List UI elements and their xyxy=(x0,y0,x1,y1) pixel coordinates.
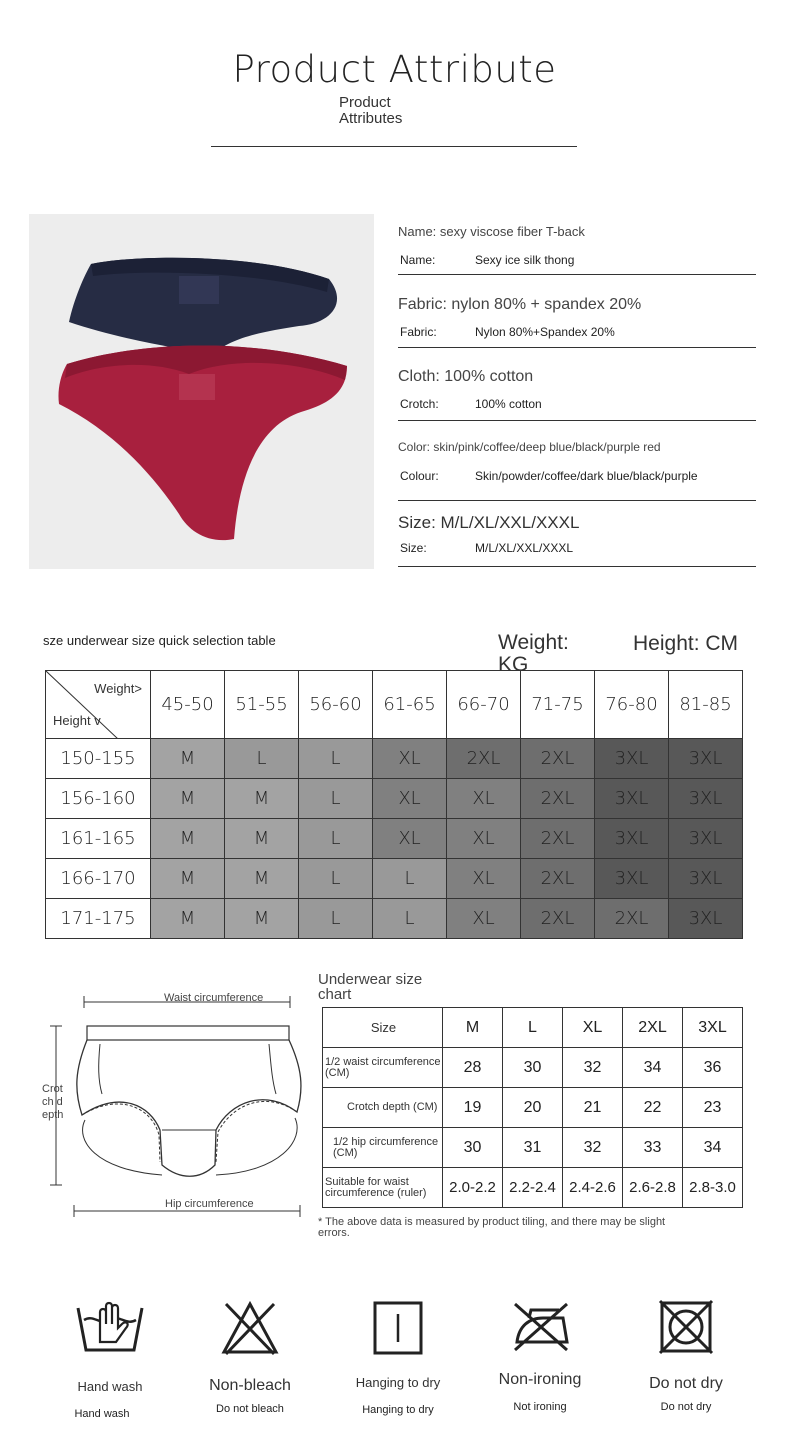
attr-crotch-value: 100% cotton xyxy=(475,397,542,411)
size-cell: M xyxy=(225,859,299,899)
size-chart-table xyxy=(322,1007,743,1208)
weight-col-header: 45-50 xyxy=(151,671,225,739)
size-cell: M xyxy=(225,819,299,859)
height-row-header: 156-160 xyxy=(46,779,151,819)
care-label: Hand wash xyxy=(77,1379,143,1394)
attr-divider xyxy=(398,566,756,567)
weight-col-header: 71-75 xyxy=(521,671,595,739)
measurement-diagram xyxy=(40,990,310,1220)
size-cell: M xyxy=(151,819,225,859)
size-cell: XL xyxy=(447,779,521,819)
size-cell: M xyxy=(151,779,225,819)
weight-col-header: 61-65 xyxy=(373,671,447,739)
size-cell: M xyxy=(151,859,225,899)
size-cell: L xyxy=(299,779,373,819)
height-row-header: 171-175 xyxy=(46,899,151,939)
size-cell: 2XL xyxy=(521,739,595,779)
quick-table-header-row xyxy=(46,671,743,739)
page-subtitle: Product Attributes xyxy=(339,94,403,127)
measure-value: 2.6-2.8 xyxy=(623,1168,683,1208)
attr-color-key: Colour: xyxy=(400,469,439,483)
care-label: Non-ironing xyxy=(498,1371,582,1388)
weight-col-header: 51-55 xyxy=(225,671,299,739)
table-row xyxy=(46,739,743,779)
table-row xyxy=(323,1048,743,1088)
table-row xyxy=(46,899,743,939)
size-cell: M xyxy=(151,739,225,779)
size-cell: 2XL xyxy=(521,899,595,939)
size-cell: L xyxy=(373,899,447,939)
height-row-header: 166-170 xyxy=(46,859,151,899)
attr-divider xyxy=(398,274,756,275)
hip-label: Hip circumference xyxy=(165,1198,254,1210)
size-cell: L xyxy=(225,739,299,779)
size-cell: 3XL xyxy=(595,859,669,899)
care-label: Non-bleach xyxy=(209,1377,291,1394)
attr-divider xyxy=(398,420,756,421)
measure-value: 33 xyxy=(623,1128,683,1168)
title-divider xyxy=(211,146,577,147)
size-cell: M xyxy=(225,899,299,939)
size-cell: 3XL xyxy=(595,739,669,779)
product-photo xyxy=(29,214,374,569)
size-col-header: 2XL xyxy=(623,1008,683,1048)
attr-name-en: Name: sexy viscose fiber T-back xyxy=(398,224,585,239)
size-header-label: Size xyxy=(323,1008,443,1048)
weight-col-header: 76-80 xyxy=(595,671,669,739)
care-item-do-not-dry xyxy=(621,1298,751,1413)
weight-col-header: 66-70 xyxy=(447,671,521,739)
size-cell: XL xyxy=(447,819,521,859)
measure-value: 32 xyxy=(563,1048,623,1088)
measure-value: 32 xyxy=(563,1128,623,1168)
crotch-label: Crotch depth xyxy=(42,1083,64,1121)
measure-value: 23 xyxy=(683,1088,743,1128)
attr-fabric-en: Fabric: nylon 80% + spandex 20% xyxy=(398,296,642,313)
measurement-note: * The above data is measured by product tiling, and there may be slight errors. xyxy=(318,1216,666,1239)
attr-name-key: Name: xyxy=(400,253,436,267)
weight-header: Weight: KG xyxy=(498,631,569,676)
attr-crotch-key: Crotch: xyxy=(400,397,439,411)
measure-value: 2.0-2.2 xyxy=(443,1168,503,1208)
non-bleach-icon xyxy=(220,1298,280,1358)
measure-label: 1/2 waist circumference (CM) xyxy=(323,1048,443,1088)
size-cell: M xyxy=(225,779,299,819)
size-col-header: XL xyxy=(563,1008,623,1048)
measure-label: 1/2 hip circumference (CM) xyxy=(323,1128,443,1168)
table-row xyxy=(323,1168,743,1208)
size-col-header: M xyxy=(443,1008,503,1048)
table-row xyxy=(46,819,743,859)
measure-value: 30 xyxy=(503,1048,563,1088)
size-chart-caption: Underwear size chart xyxy=(318,971,423,1003)
size-cell: 3XL xyxy=(595,779,669,819)
measure-value: 20 xyxy=(503,1088,563,1128)
size-cell: 3XL xyxy=(669,859,743,899)
measure-value: 2.8-3.0 xyxy=(683,1168,743,1208)
quick-table-corner xyxy=(46,671,151,739)
attr-size-key: Size: xyxy=(400,541,427,555)
size-cell: 2XL xyxy=(447,739,521,779)
size-cell: L xyxy=(299,859,373,899)
height-header: Height: CM xyxy=(633,632,739,655)
size-cell: 2XL xyxy=(521,819,595,859)
size-quick-table xyxy=(45,670,743,939)
measure-value: 28 xyxy=(443,1048,503,1088)
weight-col-header: 56-60 xyxy=(299,671,373,739)
attr-size-value: M/L/XL/XXL/XXXL xyxy=(475,541,574,555)
care-item-hand-wash xyxy=(45,1298,175,1420)
size-cell: L xyxy=(299,819,373,859)
attr-color-en: Color: skin/pink/coffee/deep blue/black/purple red xyxy=(398,440,661,454)
attr-name-value: Sexy ice silk thong xyxy=(475,253,575,267)
care-label: Do not dry xyxy=(649,1375,723,1392)
table-row xyxy=(323,1088,743,1128)
table-row xyxy=(323,1128,743,1168)
table-row xyxy=(46,779,743,819)
size-cell: XL xyxy=(373,739,447,779)
table-row xyxy=(46,859,743,899)
size-cell: L xyxy=(299,739,373,779)
size-cell: 2XL xyxy=(521,859,595,899)
size-col-header: 3XL xyxy=(683,1008,743,1048)
care-sublabel: Not ironing xyxy=(513,1401,567,1413)
care-item-non-ironing xyxy=(475,1298,605,1413)
size-chart-header-row xyxy=(323,1008,743,1048)
measure-value: 2.2-2.4 xyxy=(503,1168,563,1208)
size-cell: 2XL xyxy=(595,899,669,939)
attr-fabric-value: Nylon 80%+Spandex 20% xyxy=(475,325,615,339)
corner-weight-label: Weight> xyxy=(94,681,142,696)
size-col-header: L xyxy=(503,1008,563,1048)
measure-value: 21 xyxy=(563,1088,623,1128)
hang-dry-icon xyxy=(372,1300,424,1356)
size-cell: L xyxy=(373,859,447,899)
size-cell: 3XL xyxy=(669,899,743,939)
attr-divider xyxy=(398,347,756,348)
care-sublabel: Hand wash xyxy=(74,1408,130,1420)
measure-value: 2.4-2.6 xyxy=(563,1168,623,1208)
care-sublabel: Do not bleach xyxy=(216,1403,284,1415)
measure-value: 31 xyxy=(503,1128,563,1168)
size-cell: XL xyxy=(447,859,521,899)
care-sublabel: Do not dry xyxy=(660,1401,712,1413)
care-label: Hanging to dry xyxy=(355,1375,441,1390)
height-row-header: 161-165 xyxy=(46,819,151,859)
size-cell: 2XL xyxy=(521,779,595,819)
measure-value: 30 xyxy=(443,1128,503,1168)
care-sublabel: Hanging to dry xyxy=(362,1404,434,1416)
size-cell: 3XL xyxy=(669,779,743,819)
measure-value: 36 xyxy=(683,1048,743,1088)
care-item-non-bleach xyxy=(185,1298,315,1415)
non-ironing-icon xyxy=(509,1298,571,1354)
measure-label: Crotch depth (CM) xyxy=(323,1088,443,1128)
size-cell: 3XL xyxy=(595,819,669,859)
size-cell: 3XL xyxy=(669,819,743,859)
measure-value: 19 xyxy=(443,1088,503,1128)
do-not-dry-icon xyxy=(657,1298,715,1356)
size-cell: M xyxy=(151,899,225,939)
size-cell: XL xyxy=(447,899,521,939)
attr-size-en: Size: M/L/XL/XXL/XXXL xyxy=(398,513,580,532)
attr-color-value: Skin/powder/coffee/dark blue/black/purple xyxy=(475,469,698,483)
size-cell: XL xyxy=(373,779,447,819)
attr-fabric-key: Fabric: xyxy=(400,325,437,339)
measure-value: 34 xyxy=(683,1128,743,1168)
page-title: Product Attribute xyxy=(232,48,557,91)
size-cell: XL xyxy=(373,819,447,859)
measure-value: 34 xyxy=(623,1048,683,1088)
weight-col-header: 81-85 xyxy=(669,671,743,739)
quick-table-caption: sze underwear size quick selection table xyxy=(43,633,276,648)
hand-wash-icon xyxy=(70,1298,150,1358)
size-cell: L xyxy=(299,899,373,939)
size-cell: 3XL xyxy=(669,739,743,779)
height-row-header: 150-155 xyxy=(46,739,151,779)
care-item-hang-dry xyxy=(333,1300,463,1416)
measure-label: Suitable for waist circumference (ruler) xyxy=(323,1168,443,1208)
attr-crotch-en: Cloth: 100% cotton xyxy=(398,368,534,385)
corner-height-label: Height v xyxy=(53,713,101,728)
waist-label: Waist circumference xyxy=(164,992,264,1004)
measure-value: 22 xyxy=(623,1088,683,1128)
attr-divider xyxy=(398,500,756,501)
